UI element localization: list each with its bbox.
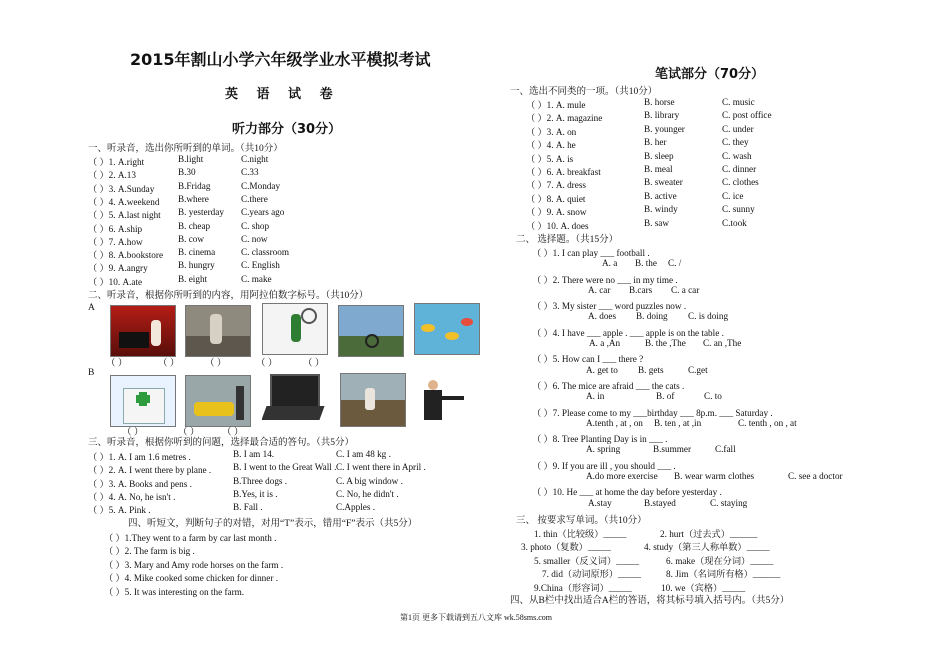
- answer-bracket: （ ）: [222, 428, 244, 438]
- option-b: B. active: [644, 190, 677, 201]
- answer-option: B. the: [635, 258, 657, 269]
- option-b: B. horse: [644, 97, 675, 107]
- question-text: （ ）3. My sister ___ word puzzles now .: [532, 301, 687, 312]
- page-footer: 第1页 更多下载请到五八文库 wk.58sms.com: [400, 613, 552, 622]
- option-b: B. meal: [644, 164, 673, 174]
- option-b: B. library: [644, 110, 680, 121]
- answer-option: C. to: [704, 391, 722, 402]
- answer-option: A. car: [588, 284, 611, 295]
- answer-option: B.cars: [629, 284, 653, 295]
- option-c: C.Apples .: [336, 502, 376, 513]
- sweeping-picture: [185, 305, 251, 357]
- answer-bracket: （ ）: [158, 359, 180, 369]
- answer-option: C. tenth , on , at: [738, 417, 797, 428]
- word-task-text: 5. smaller（反义词）_____: [534, 555, 640, 566]
- answer-option: B. doing: [636, 311, 668, 322]
- option-a: （ ）4. A. No, he isn't .: [88, 491, 176, 502]
- answer-option: C.fall: [715, 444, 736, 455]
- option-c: C. I am 48 kg .: [336, 449, 391, 459]
- option-b: B. windy: [644, 204, 678, 215]
- answer-option: B. gets: [638, 364, 664, 375]
- answer-option: A.tenth , at , on: [586, 417, 643, 428]
- question-text: （ ）8. Tree Planting Day is in ___ .: [532, 434, 668, 445]
- option-b: B. eight: [178, 273, 208, 284]
- answer-option: C. see a doctor: [788, 471, 843, 481]
- option-b: B. cinema: [178, 247, 216, 258]
- word-task-text: 3. photo（复数）_____: [521, 542, 611, 553]
- option-c: C.took: [722, 217, 747, 228]
- option-a: （ ）9. A.angry: [88, 263, 148, 274]
- answer-option: C. an ,The: [703, 338, 742, 348]
- answer-option: A. in: [586, 391, 605, 402]
- taxi-picture: [185, 375, 251, 427]
- answer-option: B. ten , at ,in: [654, 417, 702, 428]
- piano-picture: [110, 305, 176, 357]
- answer-option: A. spring: [586, 444, 621, 455]
- option-b: B. hungry: [178, 260, 215, 271]
- option-b: B. cheap: [178, 220, 211, 231]
- word-task-text: 6. make（现在分词）_____: [666, 555, 774, 566]
- option-a: （ ）4. A.weekend: [88, 196, 160, 207]
- option-c: C.Monday: [241, 180, 281, 191]
- statement-text: （ ）5. It was interesting on the farm.: [104, 586, 245, 597]
- statement-text: （ ）2. The farm is big .: [104, 546, 195, 557]
- option-c: C.there: [241, 193, 268, 204]
- word-task-text: 1. thin（比较级）_____: [534, 529, 627, 539]
- option-a: （ ）7. A. dress: [526, 180, 586, 191]
- statement-text: （ ）1.They went to a farm by car last month .: [104, 533, 277, 543]
- option-b: B.Fridag: [178, 180, 211, 191]
- answer-option: A. get to: [586, 364, 618, 375]
- word-task-text: 8. Jim（名词所有格）______: [666, 569, 781, 580]
- option-a: （ ）5. A. is: [526, 153, 574, 164]
- option-a: （ ）3. A.Sunday: [88, 183, 155, 194]
- answer-option: B.stayed: [644, 497, 676, 508]
- option-a: （ ）2. A. magazine: [526, 113, 603, 124]
- answer-option: A. a ,An: [589, 338, 621, 348]
- written-heading: 笔试部分（70分）: [655, 67, 765, 82]
- answer-option: C. is doing: [688, 311, 729, 322]
- word-task-text: 7. did（动词原形）_____: [542, 569, 642, 580]
- option-a: （ ）5. A. Pink .: [88, 505, 151, 516]
- listening-heading: 听力部分（30分）: [232, 122, 342, 137]
- answer-option: C. a car: [671, 284, 700, 295]
- question-text: （ ）10. He ___ at home the day before yesterday .: [532, 487, 722, 498]
- answer-option: B. wear warm clothes: [674, 471, 755, 481]
- option-b: B.30: [178, 167, 196, 178]
- option-b: B. sleep: [644, 150, 674, 161]
- option-c: C. classroom: [241, 247, 289, 258]
- option-a: （ ）1. A.right: [88, 157, 145, 167]
- answer-option: C. staying: [710, 497, 748, 508]
- row-b-label: B: [88, 368, 95, 378]
- option-b: B. Fall .: [233, 502, 263, 513]
- option-c: C. English: [241, 260, 280, 271]
- option-a: （ ）3. A. Books and pens .: [88, 478, 192, 489]
- word-task-text: 10. we（宾格）_____: [661, 582, 746, 593]
- answer-option: A. does: [588, 311, 617, 322]
- option-c: C. make: [241, 273, 272, 284]
- option-c: C. dinner: [722, 164, 757, 174]
- listen1-heading: 一、听录音，选出你所听到的单词。（共10分）: [88, 144, 283, 154]
- option-b: B. I am 14.: [233, 449, 275, 459]
- option-b: B. younger: [644, 123, 685, 134]
- question-text: （ ）4. I have ___ apple . ___ apple is on the table .: [532, 327, 724, 338]
- option-c: C. wash: [722, 150, 752, 161]
- option-a: （ ）5. A.last night: [88, 210, 161, 221]
- answer-option: A. a: [602, 258, 618, 269]
- option-c: C. shop: [241, 220, 270, 231]
- pointing-man-picture: [418, 376, 468, 426]
- option-c: C. under: [722, 123, 754, 134]
- badminton-picture: [262, 303, 328, 355]
- word-task-text: 4. study（第三人称单数）_____: [644, 542, 770, 553]
- written1-heading: 一、选出不同类的一项。（共10分）: [510, 87, 658, 97]
- option-a: （ ）6. A.ship: [88, 223, 143, 234]
- answer-bracket: （ ）: [303, 359, 325, 369]
- answer-option: C. /: [668, 258, 682, 269]
- option-a: （ ）1. A. mule: [526, 100, 586, 110]
- word-task-text: 2. hurt（过去式）______: [660, 529, 758, 539]
- answer-option: B. of: [656, 391, 675, 402]
- answer-option: A.stay: [588, 497, 612, 508]
- written4-heading: 四、从B栏中找出适合A栏的答语，将其标号填入括号内。（共5分）: [510, 596, 790, 606]
- option-b: B.Yes, it is .: [233, 488, 278, 499]
- option-b: B. sweater: [644, 177, 683, 188]
- option-b: B. her: [644, 137, 667, 148]
- option-c: C. ice: [722, 190, 744, 201]
- listen3-heading: 三、听录音，根据你听到的问题，选择最合适的答句。（共5分）: [88, 438, 355, 448]
- option-c: C.years ago: [241, 207, 285, 218]
- option-a: （ ）6. A. breakfast: [526, 167, 601, 177]
- option-a: （ ）8. A. quiet: [526, 193, 586, 204]
- option-c: C. post office: [722, 110, 772, 121]
- answer-option: B. the ,The: [645, 338, 686, 348]
- word-task-text: 9.China（形容词）_____: [534, 582, 632, 593]
- option-b: B. I went to the Great Wall .: [233, 462, 337, 473]
- statement-text: （ ）3. Mary and Amy rode horses on the farm .: [104, 559, 284, 570]
- listen2-heading: 二、听录音，根据你所听到的内容，用阿拉伯数字标号。（共10分）: [88, 291, 369, 301]
- option-b: B. yesterday: [178, 207, 224, 218]
- option-a: （ ）10. A. does: [526, 220, 589, 231]
- answer-option: B.summer: [653, 444, 692, 455]
- swimming-picture: [414, 303, 480, 355]
- exam-title: 2015年割山小学六年级学业水平模拟考试: [130, 50, 431, 69]
- answer-bracket: （ ）: [122, 428, 144, 438]
- option-c: C. sunny: [722, 204, 755, 215]
- option-c: C. No, he didn't .: [336, 488, 399, 499]
- row-a-label: A: [88, 303, 95, 313]
- laptop-picture: [262, 370, 326, 428]
- question-text: （ ）5. How can I ___ there ?: [532, 354, 644, 365]
- option-a: （ ）2. A.13: [88, 170, 136, 181]
- option-a: （ ）4. A. he: [526, 140, 576, 151]
- option-c: C. music: [722, 97, 755, 107]
- question-text: （ ）6. The mice are afraid ___ the cats .: [532, 381, 685, 391]
- question-text: （ ）9. If you are ill , you should ___ .: [532, 460, 676, 471]
- answer-option: C.get: [688, 364, 708, 375]
- answer-bracket: （ ）: [205, 359, 227, 369]
- written2-heading: 二、 选择题。（共15分）: [516, 235, 619, 245]
- hospital-picture: [110, 375, 176, 427]
- question-text: （ ）1. I can play ___ football .: [532, 248, 650, 258]
- option-a: （ ）2. A. I went there by plane .: [88, 465, 212, 476]
- option-a: （ ）7. A.how: [88, 236, 143, 247]
- question-text: （ ）2. There were no ___ in my time .: [532, 274, 678, 285]
- farming-picture: [340, 373, 406, 427]
- option-b: B. cow: [178, 233, 205, 244]
- option-b: B. saw: [644, 217, 670, 228]
- option-a: （ ）1. A. I am 1.6 metres .: [88, 452, 191, 462]
- option-c: C.33: [241, 167, 259, 178]
- statement-text: （ ）4. Mike cooked some chicken for dinner .: [104, 573, 279, 584]
- answer-option: A.do more exercise: [586, 471, 658, 481]
- option-a: （ ）8. A.bookstore: [88, 250, 164, 261]
- cycling-picture: [338, 305, 404, 357]
- option-b: B.Three dogs .: [233, 475, 288, 486]
- exam-subtitle: 英 语 试 卷: [225, 87, 333, 102]
- listen4-heading: 四、听短文，判断句子的对错，对用“T”表示，错用“F”表示（共5分）: [128, 519, 418, 529]
- written3-heading: 三、 按要求写单词。（共10分）: [516, 516, 647, 526]
- option-c: C. clothes: [722, 177, 759, 188]
- option-a: （ ）3. A. on: [526, 126, 577, 137]
- option-c: C. I went there in April .: [336, 462, 426, 473]
- option-c: C. A big window .: [336, 475, 403, 486]
- answer-bracket: （ ）: [178, 428, 200, 438]
- answer-bracket: （ ）: [256, 359, 278, 369]
- option-b: B.light: [178, 154, 204, 164]
- option-c: C.night: [241, 154, 269, 164]
- option-a: （ ）10. A.ate: [88, 276, 143, 287]
- option-b: B.where: [178, 193, 209, 204]
- option-a: （ ）9. A. snow: [526, 207, 587, 218]
- question-text: （ ）7. Please come to my ___birthday ___ 8p.m. ___ Saturday .: [532, 407, 773, 418]
- answer-bracket: （ ）: [106, 359, 128, 369]
- option-c: C. now: [241, 233, 268, 244]
- option-c: C. they: [722, 137, 749, 148]
